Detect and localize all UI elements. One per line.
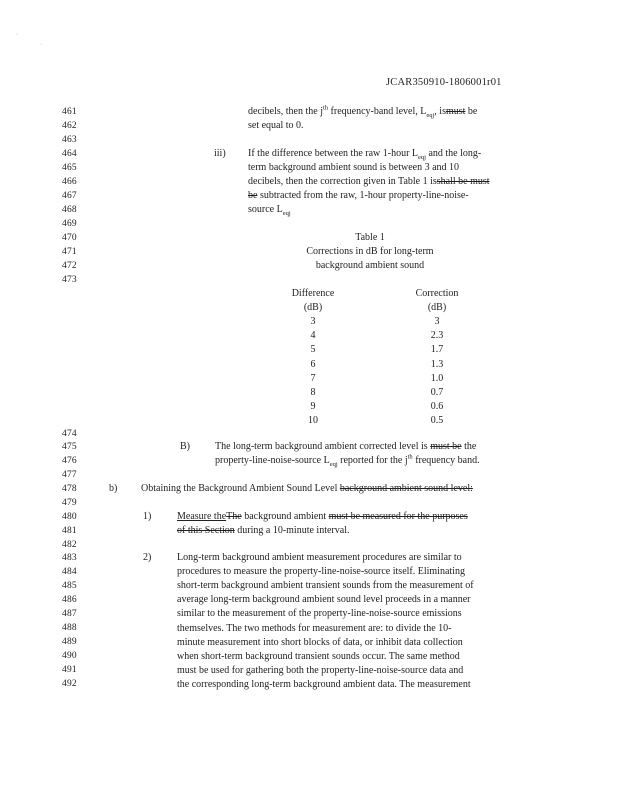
line-number: 490 bbox=[62, 651, 77, 661]
line-number: 464 bbox=[62, 149, 77, 159]
body-line: when short-term background transient sounds occur. The same method bbox=[177, 650, 460, 662]
list-marker: B) bbox=[180, 441, 190, 452]
table-cell-correction: 1.7 bbox=[430, 344, 444, 356]
body-line: term background ambient sound is between 3 and 10 bbox=[248, 162, 460, 173]
body-line: themselves. The two methods for measurement are: to divide the 10- bbox=[177, 622, 452, 634]
line-number: 474 bbox=[62, 429, 77, 439]
line-number: 489 bbox=[62, 637, 77, 647]
line-number: 466 bbox=[62, 177, 77, 187]
list-marker: 1) bbox=[143, 511, 152, 522]
table-header-difference-unit: (dB) bbox=[303, 302, 323, 313]
line-number: 470 bbox=[62, 233, 77, 243]
body-line: decibels, then the $j^{th}$ frequency-band level, $L_{eqj}$, ismust be bbox=[248, 104, 478, 119]
table-header-difference: Difference bbox=[291, 288, 335, 299]
list-marker: iii) bbox=[214, 148, 226, 159]
body-line: average long-term background ambient sound level proceeds in a manner bbox=[177, 594, 471, 606]
table-cell-correction: 0.5 bbox=[430, 415, 444, 427]
line-number: 485 bbox=[62, 581, 77, 591]
body-line: source $L_{eqj}$ bbox=[248, 204, 291, 217]
body-line: Long-term background ambient measurement procedures are similar to bbox=[177, 552, 462, 563]
body-line: minute measurement into short blocks of data, or inhibit data collection bbox=[177, 636, 463, 648]
line-number: 461 bbox=[62, 107, 77, 117]
table-cell-difference: 3 bbox=[310, 316, 316, 327]
line-number: 488 bbox=[62, 623, 77, 633]
line-number: 483 bbox=[62, 553, 77, 563]
line-number: 467 bbox=[62, 191, 77, 201]
table-header-correction-unit: (dB) bbox=[427, 302, 447, 313]
table-cell-correction: 2.3 bbox=[430, 330, 444, 342]
list-marker: 2) bbox=[143, 552, 152, 563]
section-heading: Obtaining the Background Ambient Sound Level background ambient sound level: bbox=[141, 483, 473, 494]
table-cell-correction: 0.6 bbox=[430, 401, 444, 413]
scan-mark: · bbox=[40, 42, 42, 48]
body-line: procedures to measure the property-line-noise-source itself. Eliminating bbox=[177, 566, 465, 578]
table-cell-correction: 1.0 bbox=[430, 372, 444, 384]
table-title: Table 1 bbox=[355, 232, 385, 243]
line-number: 478 bbox=[62, 484, 77, 494]
line-number: 479 bbox=[62, 498, 77, 508]
table-cell-difference: 7 bbox=[310, 372, 316, 384]
line-number: 491 bbox=[62, 665, 77, 675]
table-caption: Corrections in dB for long-term bbox=[306, 246, 434, 257]
body-line: similar to the measurement of the property-line-noise-source emissions bbox=[177, 608, 462, 620]
line-number: 469 bbox=[62, 219, 77, 229]
line-number: 480 bbox=[62, 512, 77, 522]
line-number: 492 bbox=[62, 679, 77, 689]
table-cell-difference: 5 bbox=[310, 344, 316, 356]
table-cell-difference: 10 bbox=[308, 415, 318, 427]
line-number: 477 bbox=[62, 470, 77, 480]
document-id: JCAR350910-1806001r01 bbox=[386, 77, 502, 88]
body-line: be subtracted from the raw, 1-hour property-line-noise- bbox=[248, 190, 469, 201]
body-line: decibels, then the correction given in Table 1 isshall be must bbox=[248, 176, 490, 187]
line-number: 465 bbox=[62, 163, 77, 173]
line-number: 463 bbox=[62, 135, 77, 145]
table-caption: background ambient sound bbox=[315, 260, 425, 271]
body-line: of this Section during a 10-minute interval. bbox=[177, 525, 350, 536]
body-line: property-line-noise-source $L_{eqj}$ reported for the $j^{th}$ frequency band. bbox=[215, 453, 480, 468]
line-number: 472 bbox=[62, 261, 77, 271]
line-number: 481 bbox=[62, 526, 77, 536]
body-line: must be used for gathering both the property-line-noise-source data and bbox=[177, 664, 464, 676]
list-marker: b) bbox=[109, 483, 118, 494]
table-cell-difference: 9 bbox=[310, 401, 316, 413]
line-number: 482 bbox=[62, 540, 77, 550]
table-cell-difference: 4 bbox=[310, 330, 316, 342]
body-line: set equal to 0. bbox=[248, 120, 304, 131]
table-cell-difference: 8 bbox=[310, 387, 316, 398]
body-line: the corresponding long-term background ambient data. The measurement bbox=[177, 678, 471, 690]
line-number: 468 bbox=[62, 205, 77, 215]
line-number: 476 bbox=[62, 456, 77, 466]
line-number: 486 bbox=[62, 595, 77, 605]
table-cell-correction: 1.3 bbox=[430, 358, 444, 370]
line-number: 475 bbox=[62, 442, 77, 452]
body-line: If the difference between the raw 1-hour $L_{eqj}$ and the long- bbox=[248, 148, 482, 161]
table-cell-correction: 3 bbox=[434, 316, 440, 327]
scan-mark: · bbox=[16, 32, 18, 38]
line-number: 471 bbox=[62, 247, 77, 257]
body-line: Measure theThe background ambient must be measured for the purposes bbox=[177, 511, 468, 522]
line-number: 484 bbox=[62, 567, 77, 577]
line-number: 462 bbox=[62, 121, 77, 131]
line-number: 487 bbox=[62, 609, 77, 619]
body-line: short-term background ambient transient sounds from the measurement of bbox=[177, 580, 474, 592]
table-cell-difference: 6 bbox=[310, 358, 316, 370]
table-cell-correction: 0.7 bbox=[430, 387, 444, 398]
body-line: The long-term background ambient corrected level is must be the bbox=[215, 441, 477, 452]
table-header-correction: Correction bbox=[415, 288, 459, 299]
line-number: 473 bbox=[62, 275, 77, 285]
